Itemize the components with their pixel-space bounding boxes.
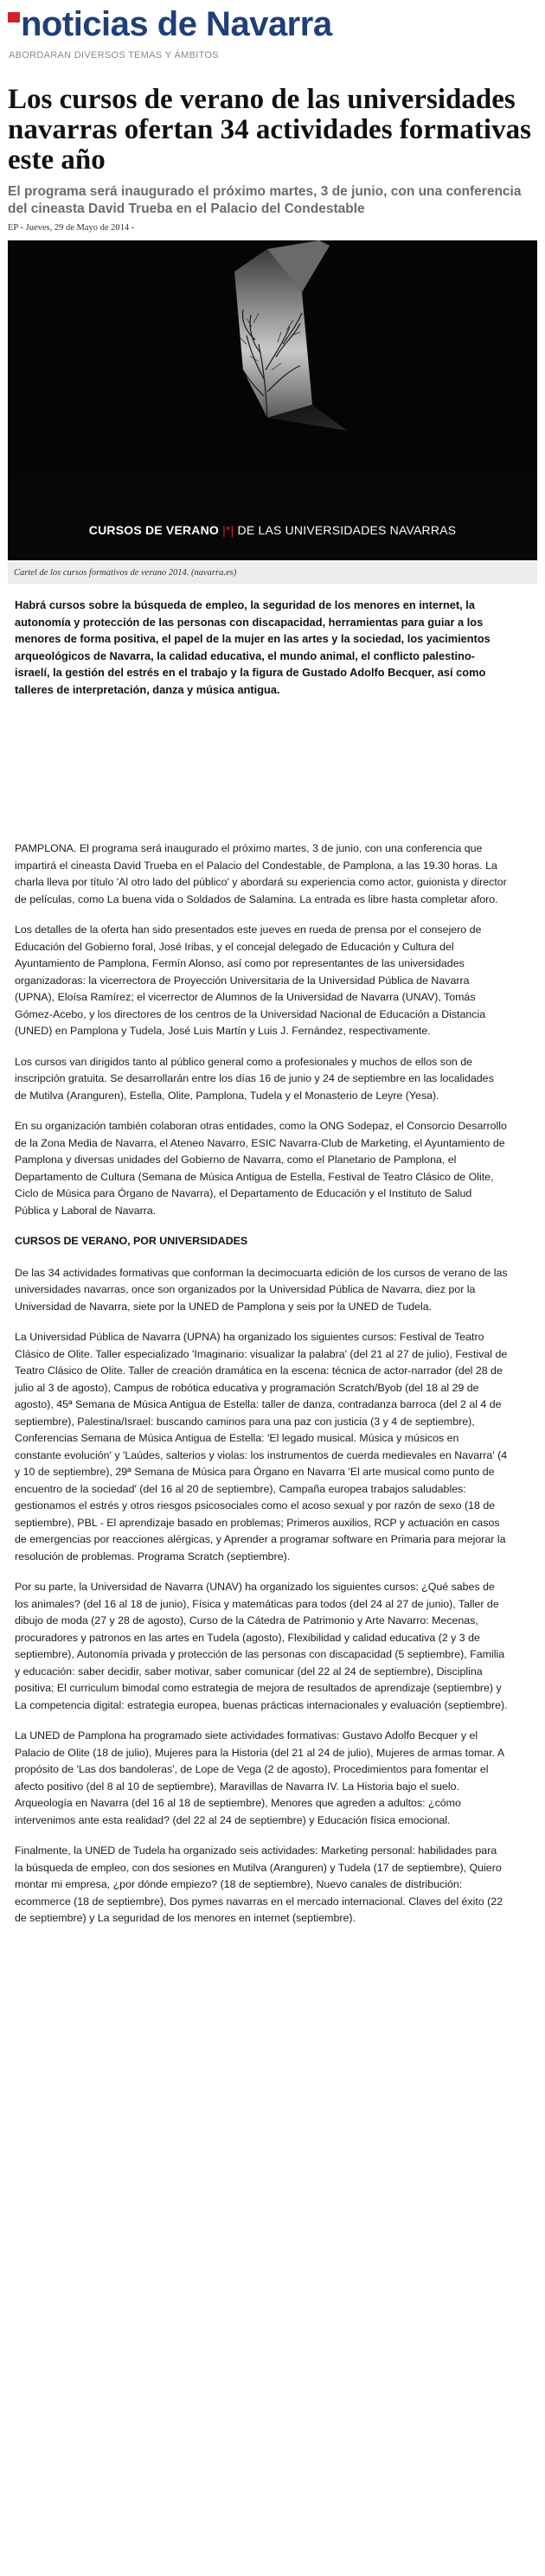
masthead: [8, 0, 537, 67]
banner-right: DE LAS UNIVERSIDADES NAVARRAS: [237, 523, 457, 537]
article-lead: Habrá cursos sobre la búsqueda de empleo, la seguridad de los menores en internet, la autonomía y protección de las personas con discapacidad, herramientas para guiar a los menores de forma positiva, el papel de la mujer en las artes y la sociedad, los yacimientos arqueológicos de Navarra, la calidad educativa, el mundo animal, el conflicto palestino-israelí, la gestión del estrés en el trabajo y la figura de Gustado Adolfo Becquer, así como talleres de interpretación, danza y música antigua.: [15, 598, 490, 696]
body-paragraph: PAMPLONA. El programa será inaugurado el próximo martes, 3 de junio, con una conferencia que impartirá el cineasta David Trueba en el Palacio del Condestable, de Pamplona, a las 19.30 horas. La charla lleva por título 'Al otro lado del público' y abordará su experiencia como actor, guionista y director de películas, como La buena vida o Soldados de Salamina. La entrada es libre hasta completar aforo.: [15, 842, 507, 905]
photo-artwork-icon: [8, 240, 537, 560]
body-paragraph: En su organización también colaboran otras entidades, como la ONG Sodepaz, el Consorcio Desarrollo de la Zona Media de Navarra, el Ateneo Navarro, ESIC Navarra-Club de Marketing, el Ayuntamiento de Pamplona y diversas unidades del Gobierno de Navarra, como el Planetario de Pamplona, el Departamento de Cultura (Semana de Música Antigua de Estella, Festival de Teatro Clásico de Olite, Ciclo de Música para Órgano de Navarra), el Departamento de Educación y el Instituto de Salud Pública y Laboral de Navarra.: [15, 1120, 507, 1217]
article-subhead: El programa será inaugurado el próximo martes, 3 de junio, con una conferencia del cineasta David Trueba en el Palacio del Condestable: [8, 184, 522, 216]
body-paragraph: Por su parte, la Universidad de Navarra (UNAV) ha organizado los siguientes cursos: ¿Qué sabes de los animales? (del 16 al 18 de junio), Física y matemáticas para todos (del 24 al 27 de junio), Taller de dibujo de moda (27 y 28 de agosto), Curso de la Cátedra de Patrimonio y Arte Navarro: Mecenas, procuradores y patronos en las artes en Tudela (agosto), Flexibilidad y calidad educativa (2 y 3 de septiembre), Autonomía privada y protección de las personas con discapacidad (5 septiembre), Familia y educación: saber decidir, saber motivar, saber comunicar (del 22 al 24 de septiembre), Disciplina positiva; El curriculum bimodal como estrategia de mejora de resultados de aprendizaje (septiembre) y La competencia digital: estrategia europea, buenas prácticas internacionales y evaluación (septiembre).: [15, 1581, 508, 1711]
banner-left: CURSOS DE VERANO: [88, 523, 220, 537]
site-logo[interactable]: [8, 5, 332, 43]
article-dateline: EP - Jueves, 29 de Mayo de 2014 -: [8, 223, 135, 233]
photo-banner-text: [8, 523, 537, 537]
section-title: CURSOS DE VERANO, POR UNIVERSIDADES: [15, 1235, 248, 1247]
body-paragraph: Los detalles de la oferta han sido presentados este jueves en rueda de prensa por el consejero de Educación del Gobierno foral, José Iribas, y el concejal delegado de Educación y Cultura del Ayuntamiento de Pamplona, Fermín Alonso, así como por representantes de las universidades organizadoras: la vicerrectora de Proyección Universitaria de la Universidad Pública de Navarra (UPNA), Eloísa Ramírez; el vicerrector de Alumnos de la Universidad de Navarra (UNAV), Tomás Gómez-Acebo, y los directores de los centros de la Universidad Nacional de Educación a Distancia (UNED) en Pamplona y Tudela, José Luis Martín y Luis J. Fernández, respectivamente.: [15, 924, 486, 1037]
photo-caption: Cartel de los cursos formativos de verano 2014. (navarra.es): [8, 562, 537, 584]
body-paragraph: La Universidad Pública de Navarra (UPNA) ha organizado los siguientes cursos: Festival de Teatro Clásico de Olite. Taller especializado 'Imaginario: visualizar la palabra' (del 21 al 27 de julio), Festival de Teatro Clásico de Olite. Taller de creación dramática en la escena: técnica de actor-narrador (del 28 de julio al 3 de agosto), Campus de robótica educativa y programación Scratch/Byob (del 18 al 29 de agosto), 45ª Semana de Música Antigua de Estella: taller de danza, contradanza barroca (del 2 al 4 de septiembre), Palestina/Israel: buscando caminos para una paz con justicia (3 y 4 de septiembre), Conferencias Semana de Música Antigua de Estella: 'El legado musical. Música y músicos en constante evolución' y 'Laúdes, salterios y violas: los instrumentos de cuerda medievales en Navarra' (4 y 10 de septiembre), 29ª Semana de Música para Órgano en Navarra 'El arte musical como punto de encuentro de la sociedad' (del 16 al 20 de septiembre), Campaña europea trabajos saludables: gestionamos el estrés y otros riesgos psicosociales como el acoso sexual y por razón de sexo (18 de septiembre), PBL - El aprendizaje basado en problemas; Primeros auxilios, RCP y actuación en casos de emergencias por reacciones alérgicas, y Aprender a programar software en Primaria para mejorar la resolución de problemas. Programa Scratch (septiembre).: [15, 1331, 508, 1563]
article-photo: [8, 240, 537, 560]
article-body: [15, 841, 508, 1941]
banner-mark: |*|: [222, 523, 234, 537]
body-paragraph: De las 34 actividades formativas que conforman la decimocuarta edición de los cursos de verano de las universidades navarras, once son organizados por la Universidad Pública de Navarra, diez por la Universidad de Navarra, siete por la UNED de Pamplona y seis por la UNED de Tudela.: [15, 1266, 508, 1313]
site-name: noticias de Navarra: [21, 5, 332, 43]
body-paragraph: La UNED de Pamplona ha programado siete actividades formativas: Gustavo Adolfo Becquer y el Palacio de Olite (18 de julio), Mujeres para la Historia (del 21 al 24 de julio), Mujeres de armas tomar. A propósito de 'Las dos bandoleras', de Lope de Vega (2 de agosto), Procedimientos para fomentar el afecto positivo (del 8 al 10 de septiembre), Maravillas de Navarra IV. La Historia bajo el suelo. Arqueología en Navarra (del 16 al 18 de septiembre), Menores que agreden a adultos: ¿cómo intervenimos ante esta realidad? (del 22 al 24 de septiembre) y Educación física emocional.: [15, 1729, 504, 1826]
page: [8, 0, 537, 1924]
body-paragraph: Finalmente, la UNED de Tudela ha organizado seis actividades: Marketing personal: habilidades para la búsqueda de empleo, con dos sesiones en Mutilva (Aranguren) y Tudela (17 de septiembre), Quiero montar mi empresa, ¿por dónde empiezo? (18 de septiembre), Nuevo canales de distribución: ecommerce (18 de septiembre), Dos pymes navarras en el mercado internacional. Claves del éxito (22 de septiembre) y La seguridad de los menores en internet (septiembre).: [15, 1844, 503, 1924]
site-tagline: ABORDARAN DIVERSOS TEMAS Y ÁMBITOS: [9, 50, 219, 61]
body-paragraph: Los cursos van dirigidos tanto al público general como a profesionales y muchos de ellos son de inscripción gratuita. Se desarrollarán entre los días 16 de junio y 24 de septiembre en las localidades de Mutilva (Aranguren), Estella, Olite, Pamplona, Tudela y el Monasterio de Leyre (Yesa).: [15, 1055, 494, 1102]
article-headline: Los cursos de verano de las universidades navarras ofertan 34 actividades formativas este año: [8, 84, 531, 176]
logo-mark-icon: [8, 12, 20, 22]
